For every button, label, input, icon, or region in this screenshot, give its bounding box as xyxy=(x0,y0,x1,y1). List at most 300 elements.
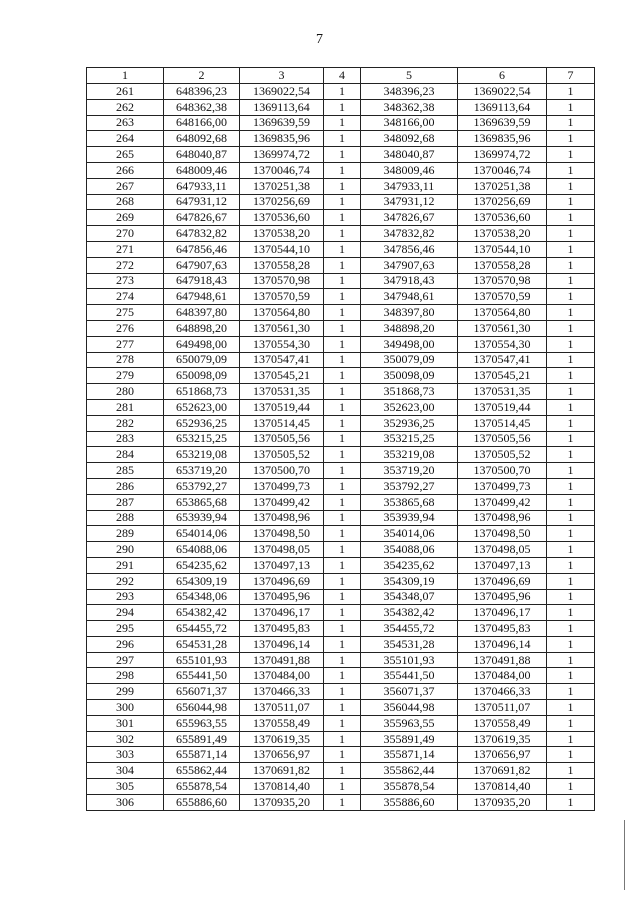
table-cell: 1 xyxy=(547,621,595,637)
table-cell: 1370545,21 xyxy=(458,368,547,384)
table-cell: 1370619,35 xyxy=(240,731,324,747)
table-cell: 298 xyxy=(87,668,164,684)
table-cell: 1 xyxy=(324,668,361,684)
table-cell: 1 xyxy=(324,526,361,542)
table-body xyxy=(87,84,595,811)
table-cell: 1 xyxy=(547,463,595,479)
table-cell: 1370570,59 xyxy=(458,289,547,305)
table-cell: 354455,72 xyxy=(361,621,458,637)
table-row xyxy=(87,605,595,621)
table-cell: 354348,07 xyxy=(361,589,458,605)
table-cell: 281 xyxy=(87,399,164,415)
table-row xyxy=(87,526,595,542)
table-cell: 1370561,30 xyxy=(240,320,324,336)
table-row xyxy=(87,731,595,747)
table-cell: 1 xyxy=(547,257,595,273)
table-cell: 1 xyxy=(547,542,595,558)
table-cell: 1 xyxy=(324,779,361,795)
table-cell: 1370496,14 xyxy=(240,636,324,652)
table-cell: 352936,25 xyxy=(361,415,458,431)
table-cell: 347826,67 xyxy=(361,210,458,226)
table-cell: 1 xyxy=(547,557,595,573)
table-cell: 1 xyxy=(547,715,595,731)
table-cell: 1370498,05 xyxy=(458,542,547,558)
table-cell: 271 xyxy=(87,241,164,257)
table-row xyxy=(87,99,595,115)
table-cell: 347933,11 xyxy=(361,178,458,194)
table-cell: 1369022,54 xyxy=(458,84,547,100)
table-cell: 1370499,73 xyxy=(240,478,324,494)
table-row xyxy=(87,510,595,526)
table-cell: 355963,55 xyxy=(361,715,458,731)
table-cell: 1370531,35 xyxy=(240,384,324,400)
table-cell: 1 xyxy=(547,368,595,384)
table-cell: 1 xyxy=(324,510,361,526)
table-cell: 1 xyxy=(324,257,361,273)
table-cell: 1 xyxy=(547,194,595,210)
table-cell: 647907,63 xyxy=(164,257,240,273)
table-cell: 1370498,96 xyxy=(240,510,324,526)
table-cell: 262 xyxy=(87,99,164,115)
table-cell: 348396,23 xyxy=(361,84,458,100)
table-cell: 1 xyxy=(547,147,595,163)
table-cell: 1370496,14 xyxy=(458,636,547,652)
table-cell: 265 xyxy=(87,147,164,163)
table-cell: 283 xyxy=(87,431,164,447)
table-cell: 1370496,69 xyxy=(458,573,547,589)
table-cell: 653219,08 xyxy=(164,447,240,463)
table-cell: 266 xyxy=(87,162,164,178)
table-cell: 1 xyxy=(324,399,361,415)
scan-edge-mark xyxy=(624,820,625,890)
table-cell: 1370500,70 xyxy=(458,463,547,479)
table-cell: 1 xyxy=(324,621,361,637)
table-cell: 1370558,28 xyxy=(458,257,547,273)
table-cell: 303 xyxy=(87,747,164,763)
table-cell: 1 xyxy=(547,241,595,257)
table-cell: 1370495,96 xyxy=(458,589,547,605)
table-cell: 1370564,80 xyxy=(458,305,547,321)
table-cell: 1 xyxy=(547,399,595,415)
table-cell: 352623,00 xyxy=(361,399,458,415)
table-cell: 347918,43 xyxy=(361,273,458,289)
table-cell: 347856,46 xyxy=(361,241,458,257)
table-cell: 280 xyxy=(87,384,164,400)
table-cell: 1370558,49 xyxy=(240,715,324,731)
table-cell: 1370691,82 xyxy=(240,763,324,779)
table-cell: 263 xyxy=(87,115,164,131)
table-cell: 355441,50 xyxy=(361,668,458,684)
table-cell: 647918,43 xyxy=(164,273,240,289)
table-cell: 650098,09 xyxy=(164,368,240,384)
table-cell: 1 xyxy=(324,289,361,305)
table-cell: 297 xyxy=(87,652,164,668)
table-cell: 353719,20 xyxy=(361,463,458,479)
table-cell: 1 xyxy=(324,589,361,605)
table-cell: 1 xyxy=(324,747,361,763)
table-row xyxy=(87,415,595,431)
table-cell: 648009,46 xyxy=(164,162,240,178)
table-cell: 1 xyxy=(324,700,361,716)
table-cell: 354309,19 xyxy=(361,573,458,589)
table-cell: 1 xyxy=(547,84,595,100)
table-cell: 282 xyxy=(87,415,164,431)
column-header: 6 xyxy=(458,68,547,84)
table-cell: 296 xyxy=(87,636,164,652)
table-cell: 1370536,60 xyxy=(240,210,324,226)
table-cell: 1 xyxy=(547,305,595,321)
table-cell: 1369113,64 xyxy=(458,99,547,115)
table-cell: 654382,42 xyxy=(164,605,240,621)
table-cell: 1370519,44 xyxy=(458,399,547,415)
table-cell: 355886,60 xyxy=(361,794,458,810)
table-cell: 350079,09 xyxy=(361,352,458,368)
table-cell: 1 xyxy=(324,305,361,321)
table-cell: 648040,87 xyxy=(164,147,240,163)
table-row xyxy=(87,226,595,242)
table-cell: 1 xyxy=(547,494,595,510)
table-cell: 1 xyxy=(547,668,595,684)
table-cell: 294 xyxy=(87,605,164,621)
table-row xyxy=(87,352,595,368)
table-cell: 276 xyxy=(87,320,164,336)
table-cell: 286 xyxy=(87,478,164,494)
table-cell: 1370554,30 xyxy=(458,336,547,352)
table-cell: 1370544,10 xyxy=(458,241,547,257)
table-cell: 348009,46 xyxy=(361,162,458,178)
table-row xyxy=(87,621,595,637)
table-row xyxy=(87,131,595,147)
table-cell: 647948,61 xyxy=(164,289,240,305)
table-cell: 1370497,13 xyxy=(458,557,547,573)
table-cell: 1 xyxy=(324,431,361,447)
table-row xyxy=(87,241,595,257)
page-number: 7 xyxy=(316,32,323,47)
table-cell: 1 xyxy=(324,320,361,336)
table-cell: 1 xyxy=(547,162,595,178)
table-cell: 354235,62 xyxy=(361,557,458,573)
table-row xyxy=(87,399,595,415)
table-cell: 1369639,59 xyxy=(458,115,547,131)
table-row xyxy=(87,384,595,400)
table-cell: 1370256,69 xyxy=(458,194,547,210)
table-cell: 278 xyxy=(87,352,164,368)
table-cell: 1370505,52 xyxy=(240,447,324,463)
table-cell: 648092,68 xyxy=(164,131,240,147)
table-cell: 652623,00 xyxy=(164,399,240,415)
table-cell: 1 xyxy=(547,589,595,605)
table-row xyxy=(87,668,595,684)
table-cell: 1369113,64 xyxy=(240,99,324,115)
table-cell: 304 xyxy=(87,763,164,779)
table-row xyxy=(87,320,595,336)
table-cell: 272 xyxy=(87,257,164,273)
table-cell: 355862,44 xyxy=(361,763,458,779)
table-cell: 1 xyxy=(547,510,595,526)
table-cell: 651868,73 xyxy=(164,384,240,400)
table-cell: 1 xyxy=(547,526,595,542)
table-cell: 1370491,88 xyxy=(240,652,324,668)
table-cell: 648166,00 xyxy=(164,115,240,131)
table-cell: 1 xyxy=(547,700,595,716)
table-cell: 1 xyxy=(324,684,361,700)
table-cell: 1 xyxy=(324,763,361,779)
table-cell: 654531,28 xyxy=(164,636,240,652)
table-row xyxy=(87,463,595,479)
table-cell: 653215,25 xyxy=(164,431,240,447)
table-cell: 1 xyxy=(324,447,361,463)
table-cell: 1370498,50 xyxy=(458,526,547,542)
table-cell: 648362,38 xyxy=(164,99,240,115)
table-cell: 348362,38 xyxy=(361,99,458,115)
table-cell: 1370500,70 xyxy=(240,463,324,479)
table-cell: 306 xyxy=(87,794,164,810)
table-cell: 348166,00 xyxy=(361,115,458,131)
column-header: 4 xyxy=(324,68,361,84)
table-cell: 1370531,35 xyxy=(458,384,547,400)
table-cell: 1369974,72 xyxy=(240,147,324,163)
table-cell: 1 xyxy=(547,779,595,795)
table-row xyxy=(87,684,595,700)
table-cell: 1 xyxy=(547,573,595,589)
table-row xyxy=(87,747,595,763)
table-row xyxy=(87,273,595,289)
table-cell: 350098,09 xyxy=(361,368,458,384)
table-row xyxy=(87,589,595,605)
table-cell: 295 xyxy=(87,621,164,637)
table-cell: 347948,61 xyxy=(361,289,458,305)
table-cell: 1370619,35 xyxy=(458,731,547,747)
table-cell: 270 xyxy=(87,226,164,242)
table-cell: 1370497,13 xyxy=(240,557,324,573)
table-cell: 1370814,40 xyxy=(458,779,547,795)
table-cell: 654348,06 xyxy=(164,589,240,605)
table-cell: 347907,63 xyxy=(361,257,458,273)
table-cell: 1370564,80 xyxy=(240,305,324,321)
table-cell: 1 xyxy=(324,226,361,242)
table-cell: 1370561,30 xyxy=(458,320,547,336)
table-cell: 1370046,74 xyxy=(458,162,547,178)
table-cell: 1 xyxy=(324,162,361,178)
table-cell: 1 xyxy=(324,147,361,163)
table-row xyxy=(87,84,595,100)
table-cell: 1 xyxy=(547,636,595,652)
table-cell: 654455,72 xyxy=(164,621,240,637)
table-cell: 1370505,52 xyxy=(458,447,547,463)
table-cell: 275 xyxy=(87,305,164,321)
table-cell: 347931,12 xyxy=(361,194,458,210)
table-row xyxy=(87,794,595,810)
table-cell: 269 xyxy=(87,210,164,226)
table-cell: 1 xyxy=(547,652,595,668)
table-row xyxy=(87,147,595,163)
table-cell: 1370544,10 xyxy=(240,241,324,257)
table-cell: 291 xyxy=(87,557,164,573)
table-cell: 1 xyxy=(324,573,361,589)
table-cell: 1370466,33 xyxy=(240,684,324,700)
table-cell: 1370691,82 xyxy=(458,763,547,779)
table-cell: 1370814,40 xyxy=(240,779,324,795)
table-cell: 353939,94 xyxy=(361,510,458,526)
table-cell: 1370496,17 xyxy=(240,605,324,621)
table-cell: 1370499,42 xyxy=(458,494,547,510)
table-cell: 1 xyxy=(324,368,361,384)
table-header-row xyxy=(87,68,595,84)
table-cell: 1 xyxy=(324,605,361,621)
table-cell: 1 xyxy=(547,415,595,431)
table-row xyxy=(87,115,595,131)
table-cell: 1 xyxy=(324,336,361,352)
table-cell: 648396,23 xyxy=(164,84,240,100)
table-row xyxy=(87,652,595,668)
column-header: 7 xyxy=(547,68,595,84)
table-cell: 1 xyxy=(547,352,595,368)
table-cell: 1370536,60 xyxy=(458,210,547,226)
table-cell: 1 xyxy=(547,273,595,289)
table-cell: 655886,60 xyxy=(164,794,240,810)
table-cell: 1 xyxy=(547,763,595,779)
column-header: 1 xyxy=(87,68,164,84)
table-cell: 1370256,69 xyxy=(240,194,324,210)
table-cell: 300 xyxy=(87,700,164,716)
table-cell: 655963,55 xyxy=(164,715,240,731)
table-row xyxy=(87,289,595,305)
table-cell: 1 xyxy=(324,99,361,115)
table-cell: 1 xyxy=(547,99,595,115)
table-cell: 1 xyxy=(324,194,361,210)
table-cell: 1370251,38 xyxy=(240,178,324,194)
table-cell: 1370656,97 xyxy=(240,747,324,763)
table-cell: 1 xyxy=(324,478,361,494)
table-cell: 1 xyxy=(324,794,361,810)
column-header: 2 xyxy=(164,68,240,84)
table-cell: 279 xyxy=(87,368,164,384)
table-row xyxy=(87,257,595,273)
table-cell: 648397,80 xyxy=(164,305,240,321)
table-cell: 354531,28 xyxy=(361,636,458,652)
table-cell: 647933,11 xyxy=(164,178,240,194)
table-cell: 1370547,41 xyxy=(240,352,324,368)
table-cell: 1 xyxy=(547,336,595,352)
table-cell: 268 xyxy=(87,194,164,210)
table-cell: 655101,93 xyxy=(164,652,240,668)
table-cell: 1 xyxy=(324,84,361,100)
table-cell: 354088,06 xyxy=(361,542,458,558)
table-cell: 1 xyxy=(547,289,595,305)
table-row xyxy=(87,305,595,321)
table-row xyxy=(87,573,595,589)
table-row xyxy=(87,557,595,573)
table-cell: 348092,68 xyxy=(361,131,458,147)
table-cell: 355878,54 xyxy=(361,779,458,795)
table-cell: 1 xyxy=(547,226,595,242)
table-cell: 1 xyxy=(547,210,595,226)
table-cell: 1370499,42 xyxy=(240,494,324,510)
table-row xyxy=(87,194,595,210)
table-cell: 1 xyxy=(324,210,361,226)
table-cell: 1370511,07 xyxy=(240,700,324,716)
table-cell: 1370498,50 xyxy=(240,526,324,542)
table-row xyxy=(87,368,595,384)
table-cell: 1 xyxy=(324,131,361,147)
table-row xyxy=(87,779,595,795)
table-cell: 1370538,20 xyxy=(240,226,324,242)
table-cell: 1 xyxy=(324,384,361,400)
table-cell: 277 xyxy=(87,336,164,352)
table-row xyxy=(87,542,595,558)
table-cell: 292 xyxy=(87,573,164,589)
table-cell: 284 xyxy=(87,447,164,463)
table-cell: 1 xyxy=(324,415,361,431)
table-cell: 290 xyxy=(87,542,164,558)
table-cell: 1370554,30 xyxy=(240,336,324,352)
table-cell: 647826,67 xyxy=(164,210,240,226)
table-cell: 353215,25 xyxy=(361,431,458,447)
table-row xyxy=(87,447,595,463)
table-cell: 656071,37 xyxy=(164,684,240,700)
table-cell: 653792,27 xyxy=(164,478,240,494)
column-header: 5 xyxy=(361,68,458,84)
column-header: 3 xyxy=(240,68,324,84)
table-cell: 355101,93 xyxy=(361,652,458,668)
coordinates-table xyxy=(86,67,595,811)
table-cell: 288 xyxy=(87,510,164,526)
table-cell: 1 xyxy=(547,431,595,447)
table-cell: 652936,25 xyxy=(164,415,240,431)
table-cell: 348040,87 xyxy=(361,147,458,163)
table-cell: 264 xyxy=(87,131,164,147)
table-cell: 654309,19 xyxy=(164,573,240,589)
table-cell: 1370046,74 xyxy=(240,162,324,178)
table-row xyxy=(87,700,595,716)
table-cell: 654088,06 xyxy=(164,542,240,558)
table-row xyxy=(87,162,595,178)
table-cell: 1370495,83 xyxy=(240,621,324,637)
table-cell: 1 xyxy=(324,352,361,368)
table-cell: 1370495,83 xyxy=(458,621,547,637)
table-cell: 1370251,38 xyxy=(458,178,547,194)
table-cell: 1370935,20 xyxy=(240,794,324,810)
table-cell: 1 xyxy=(547,605,595,621)
table-cell: 655441,50 xyxy=(164,668,240,684)
table-cell: 1370491,88 xyxy=(458,652,547,668)
table-cell: 1370484,00 xyxy=(458,668,547,684)
table-cell: 356071,37 xyxy=(361,684,458,700)
table-cell: 1 xyxy=(324,178,361,194)
table-cell: 287 xyxy=(87,494,164,510)
table-cell: 1370935,20 xyxy=(458,794,547,810)
table-cell: 355891,49 xyxy=(361,731,458,747)
table-cell: 349498,00 xyxy=(361,336,458,352)
table-cell: 1370484,00 xyxy=(240,668,324,684)
table-cell: 285 xyxy=(87,463,164,479)
table-cell: 1370514,45 xyxy=(458,415,547,431)
table-cell: 653865,68 xyxy=(164,494,240,510)
table-cell: 348898,20 xyxy=(361,320,458,336)
table-cell: 1 xyxy=(547,478,595,494)
table-row xyxy=(87,763,595,779)
table-cell: 1370558,49 xyxy=(458,715,547,731)
table-cell: 1370499,73 xyxy=(458,478,547,494)
table-row xyxy=(87,494,595,510)
table-row xyxy=(87,478,595,494)
table-cell: 655871,14 xyxy=(164,747,240,763)
table-cell: 1369022,54 xyxy=(240,84,324,100)
table-cell: 655878,54 xyxy=(164,779,240,795)
table-cell: 354014,06 xyxy=(361,526,458,542)
table-cell: 293 xyxy=(87,589,164,605)
table-cell: 1370558,28 xyxy=(240,257,324,273)
